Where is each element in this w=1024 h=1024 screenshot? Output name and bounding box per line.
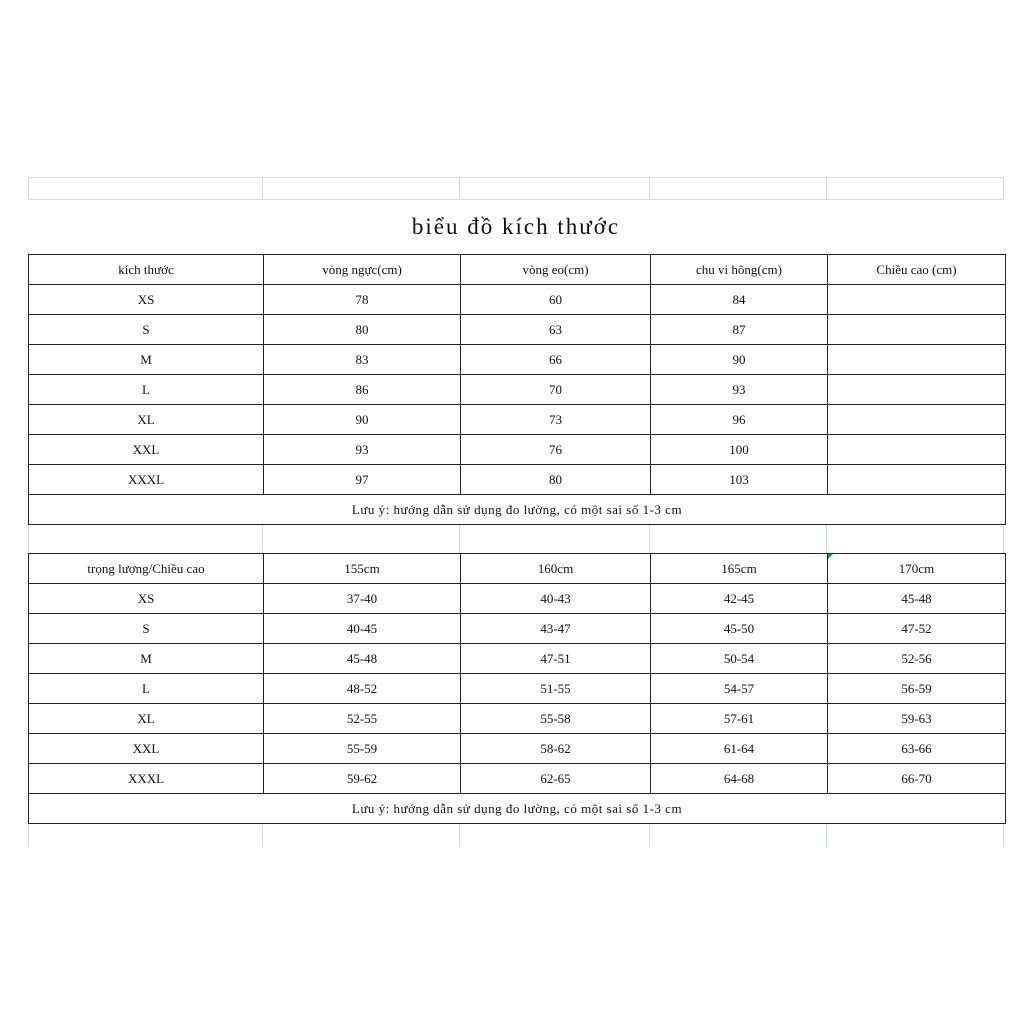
size-cell[interactable]: XXXL [29, 764, 264, 794]
table-cell[interactable]: 54-57 [651, 674, 828, 704]
table-cell[interactable]: 45-48 [828, 584, 1006, 614]
table-cell[interactable] [828, 465, 1006, 495]
table-cell[interactable]: 63-66 [828, 734, 1006, 764]
table-cell[interactable]: 96 [651, 405, 828, 435]
table-cell[interactable]: 78 [264, 285, 461, 315]
size-cell[interactable]: XS [29, 285, 264, 315]
size-cell[interactable]: XXL [29, 734, 264, 764]
size-cell[interactable]: XL [29, 704, 264, 734]
header-cell[interactable]: Chiều cao (cm) [828, 255, 1006, 285]
table-cell[interactable]: 52-56 [828, 644, 1006, 674]
table-cell[interactable]: 40-43 [461, 584, 651, 614]
header-cell[interactable]: kích thước [29, 255, 264, 285]
note-row [29, 495, 1006, 525]
table-cell[interactable]: 84 [651, 285, 828, 315]
header-cell[interactable]: trọng lượng/Chiều cao [29, 554, 264, 584]
note-row [29, 794, 1006, 824]
table-row [29, 584, 1006, 614]
table-cell[interactable] [828, 405, 1006, 435]
table-row [29, 674, 1006, 704]
table-cell[interactable]: 80 [461, 465, 651, 495]
cell-marker-icon [828, 554, 833, 559]
table-row [29, 614, 1006, 644]
size-cell[interactable]: XXXL [29, 465, 264, 495]
size-cell[interactable]: S [29, 614, 264, 644]
table-cell[interactable]: 40-45 [264, 614, 461, 644]
table-cell[interactable]: 103 [651, 465, 828, 495]
table-cell[interactable]: 100 [651, 435, 828, 465]
table-cell[interactable]: 59-62 [264, 764, 461, 794]
table-cell[interactable]: 47-52 [828, 614, 1006, 644]
measurement-note[interactable]: Lưu ý: hướng dẫn sử dụng đo lường, có một sai số 1-3 cm [29, 495, 1006, 525]
size-cell[interactable]: M [29, 644, 264, 674]
table-cell[interactable]: 55-59 [264, 734, 461, 764]
table-cell[interactable]: 51-55 [461, 674, 651, 704]
table-cell[interactable]: 64-68 [651, 764, 828, 794]
table-cell[interactable]: 90 [264, 405, 461, 435]
table-cell[interactable]: 59-63 [828, 704, 1006, 734]
table-cell[interactable] [828, 315, 1006, 345]
table-cell[interactable]: 70 [461, 375, 651, 405]
table-cell[interactable]: 80 [264, 315, 461, 345]
size-cell[interactable]: XL [29, 405, 264, 435]
size-cell[interactable]: XS [29, 584, 264, 614]
table-cell[interactable] [828, 435, 1006, 465]
table-row [29, 465, 1006, 495]
table-cell[interactable]: 58-62 [461, 734, 651, 764]
table-header-row [29, 554, 1006, 584]
header-cell[interactable]: 170cm [828, 554, 1006, 584]
header-cell[interactable]: vòng eo(cm) [461, 255, 651, 285]
table-cell[interactable]: 47-51 [461, 644, 651, 674]
size-cell[interactable]: XXL [29, 435, 264, 465]
table-row [29, 734, 1006, 764]
table-cell[interactable]: 52-55 [264, 704, 461, 734]
table-row [29, 375, 1006, 405]
table-cell[interactable]: 57-61 [651, 704, 828, 734]
table-row [29, 644, 1006, 674]
measurement-table [28, 254, 1006, 525]
table-cell[interactable]: 43-47 [461, 614, 651, 644]
header-cell[interactable]: 155cm [264, 554, 461, 584]
table-cell[interactable]: 60 [461, 285, 651, 315]
size-cell[interactable]: L [29, 674, 264, 704]
table-cell[interactable]: 86 [264, 375, 461, 405]
table-row [29, 435, 1006, 465]
table-cell[interactable] [828, 345, 1006, 375]
size-cell[interactable]: L [29, 375, 264, 405]
table-cell[interactable]: 45-50 [651, 614, 828, 644]
table-cell[interactable]: 87 [651, 315, 828, 345]
weight-height-table [28, 553, 1006, 824]
measurement-note[interactable]: Lưu ý: hướng dẫn sử dụng đo lường, có một sai số 1-3 cm [29, 794, 1006, 824]
table-row [29, 704, 1006, 734]
header-cell[interactable]: chu vi hông(cm) [651, 255, 828, 285]
table-cell[interactable]: 66 [461, 345, 651, 375]
table-cell[interactable]: 45-48 [264, 644, 461, 674]
table-cell[interactable] [828, 375, 1006, 405]
table-cell[interactable]: 93 [264, 435, 461, 465]
table-cell[interactable]: 90 [651, 345, 828, 375]
table-row [29, 405, 1006, 435]
table-cell[interactable]: 62-65 [461, 764, 651, 794]
table-row [29, 764, 1006, 794]
header-cell[interactable]: 165cm [651, 554, 828, 584]
size-cell[interactable]: S [29, 315, 264, 345]
table-cell[interactable]: 55-58 [461, 704, 651, 734]
size-cell[interactable]: M [29, 345, 264, 375]
table-cell[interactable]: 97 [264, 465, 461, 495]
table-cell[interactable]: 61-64 [651, 734, 828, 764]
header-cell[interactable]: vòng ngực(cm) [264, 255, 461, 285]
table-cell[interactable] [828, 285, 1006, 315]
table-cell[interactable]: 93 [651, 375, 828, 405]
table-row [29, 345, 1006, 375]
table-cell[interactable]: 42-45 [651, 584, 828, 614]
chart-title: biểu đồ kích thước [28, 200, 1004, 253]
table-cell[interactable]: 73 [461, 405, 651, 435]
table-cell[interactable]: 83 [264, 345, 461, 375]
table-cell[interactable]: 48-52 [264, 674, 461, 704]
table-cell[interactable]: 37-40 [264, 584, 461, 614]
table-cell[interactable]: 50-54 [651, 644, 828, 674]
table-header-row [29, 255, 1006, 285]
table-row [29, 285, 1006, 315]
table-cell[interactable]: 63 [461, 315, 651, 345]
table-cell[interactable]: 66-70 [828, 764, 1006, 794]
table-cell[interactable]: 56-59 [828, 674, 1006, 704]
table-row [29, 315, 1006, 345]
table-cell[interactable]: 76 [461, 435, 651, 465]
header-cell[interactable]: 160cm [461, 554, 651, 584]
